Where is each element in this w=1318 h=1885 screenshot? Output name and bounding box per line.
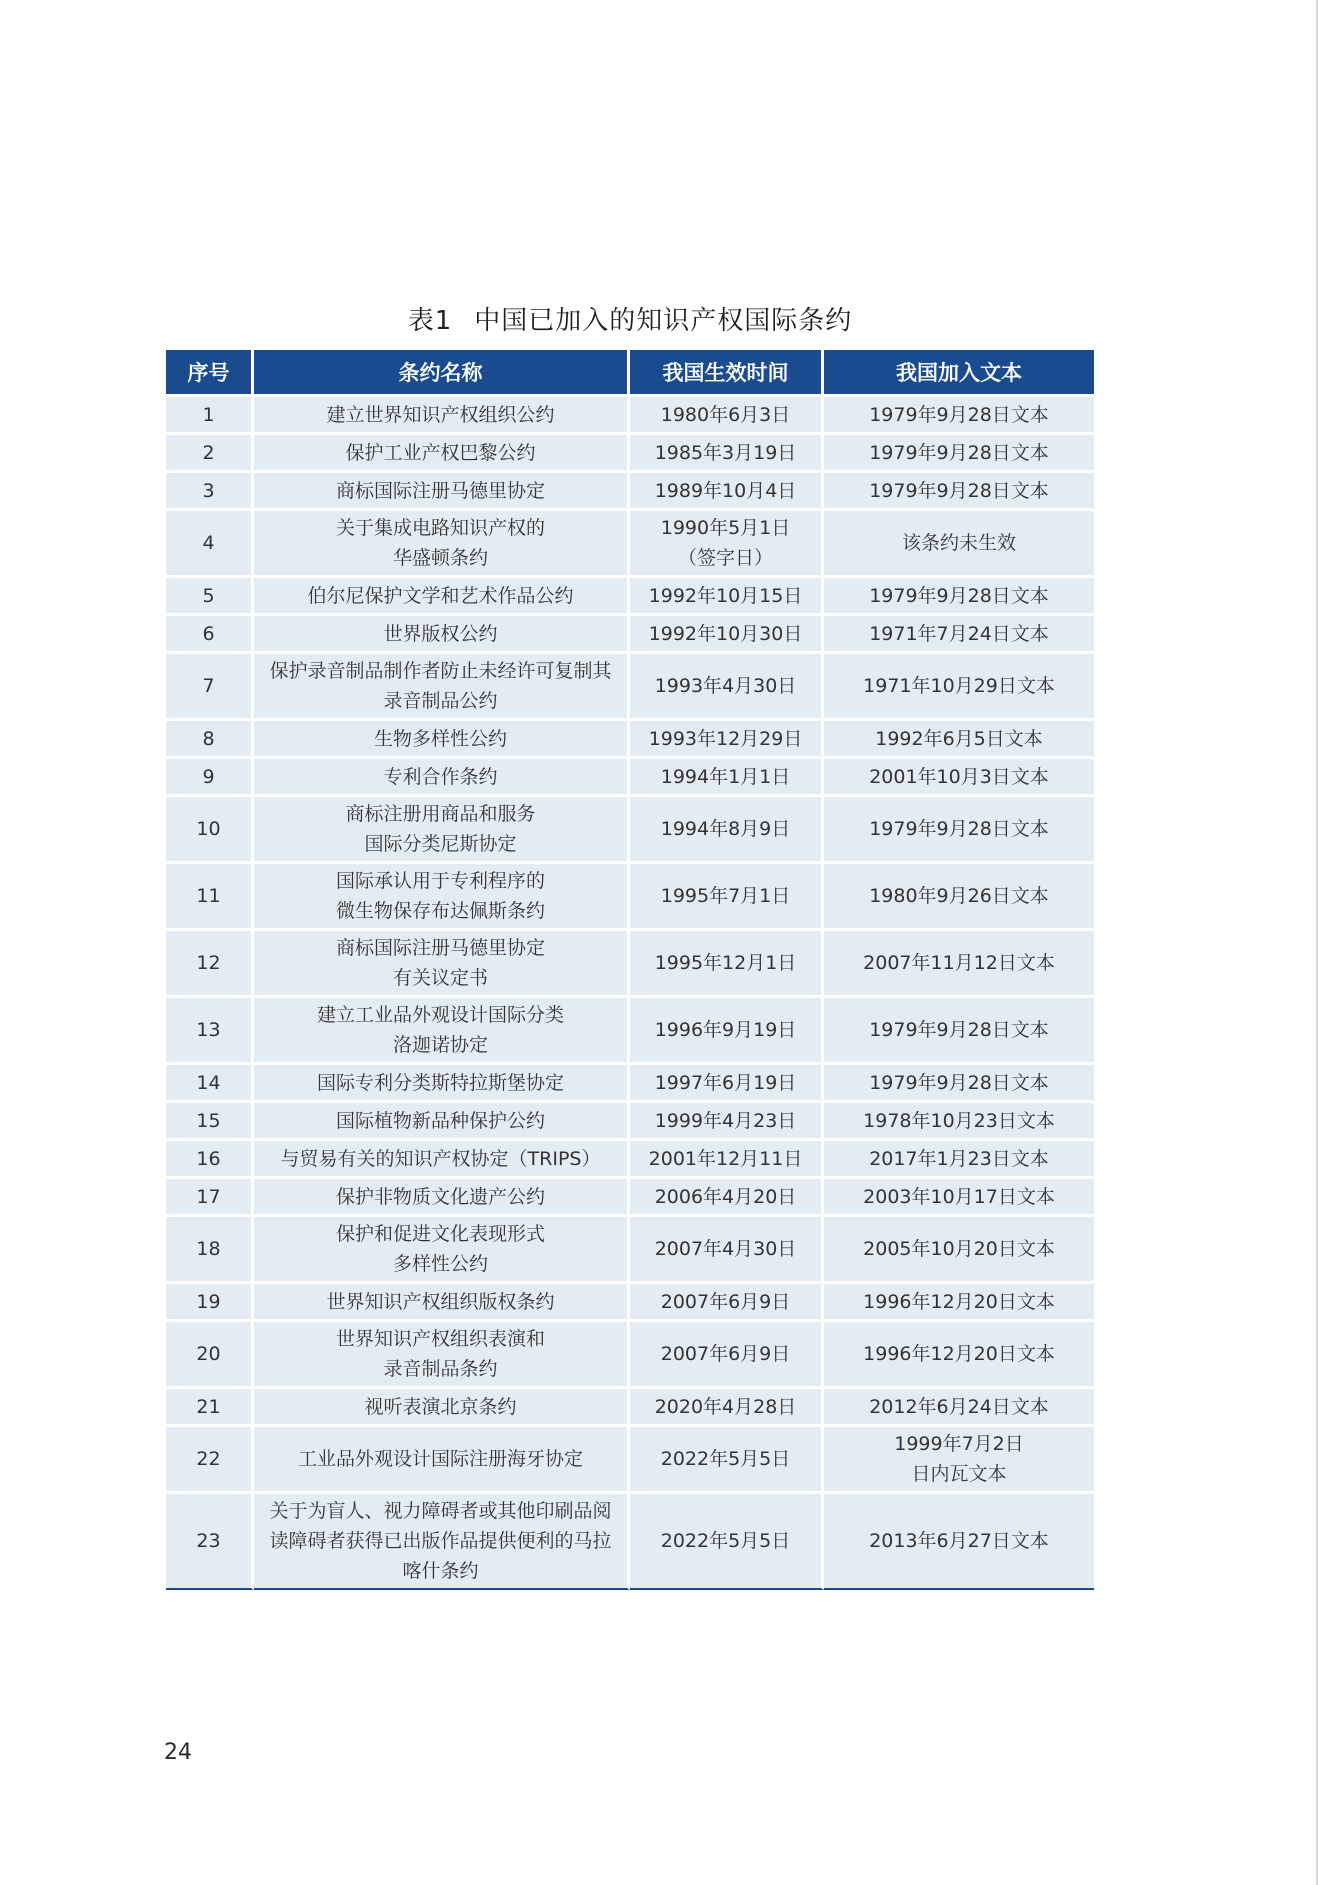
cell-accession-text — [824, 1214, 1094, 1281]
cell-accession-text — [824, 1176, 1094, 1214]
cell-accession-text-line: 2012年6月24日文本 — [869, 1395, 1049, 1418]
cell-treaty-name-line: 保护非物质文化遗产公约 — [335, 1185, 545, 1208]
cell-treaty-name-line: 建立工业品外观设计国际分类 — [316, 1004, 564, 1026]
cell-accession-text — [824, 432, 1094, 470]
cell-accession-text-line: 1979年9月28日文本 — [869, 818, 1049, 840]
table-row — [166, 613, 1094, 651]
cell-effective-date-line: 1993年12月29日 — [648, 727, 803, 750]
cell-effective-date — [630, 1176, 824, 1214]
cell-accession-text — [824, 1319, 1094, 1386]
table-row — [166, 1491, 1094, 1590]
cell-index: 11 — [166, 861, 254, 928]
cell-treaty-name-line: 保护工业产权巴黎公约 — [345, 441, 536, 464]
cell-index: 20 — [166, 1319, 254, 1386]
cell-accession-text-line: 1971年10月29日文本 — [863, 675, 1055, 697]
cell-index: 12 — [166, 928, 254, 995]
table-caption — [166, 300, 1094, 337]
cell-treaty-name-line: 有关议定书 — [392, 967, 488, 989]
cell-treaty-name-line: 商标国际注册马德里协定 — [335, 479, 545, 502]
cell-effective-date-line: 1994年8月9日 — [660, 818, 791, 840]
cell-accession-text — [824, 794, 1094, 861]
cell-treaty-name — [254, 1281, 630, 1319]
cell-treaty-name-line: 专利合作条约 — [383, 765, 498, 788]
table-row — [166, 928, 1094, 995]
cell-accession-text-line: 1971年7月24日文本 — [869, 622, 1049, 645]
cell-accession-text-line: 2007年11月12日文本 — [863, 952, 1055, 974]
cell-effective-date — [630, 1062, 824, 1100]
cell-effective-date — [630, 508, 824, 575]
page-number: 24 — [164, 1740, 192, 1765]
cell-treaty-name — [254, 1100, 630, 1138]
cell-treaty-name-line: 喀什条约 — [402, 1560, 479, 1582]
cell-treaty-name — [254, 718, 630, 756]
cell-accession-text-line: 1979年9月28日文本 — [869, 584, 1049, 607]
cell-treaty-name-line: 生物多样性公约 — [373, 727, 507, 750]
cell-treaty-name — [254, 1138, 630, 1176]
cell-treaty-name — [254, 1214, 630, 1281]
cell-index: 10 — [166, 794, 254, 861]
cell-accession-text — [824, 718, 1094, 756]
cell-effective-date-line: 1999年4月23日 — [654, 1109, 797, 1132]
table-row — [166, 1281, 1094, 1319]
cell-accession-text — [824, 1424, 1094, 1491]
cell-accession-text-line: 1996年12月20日文本 — [863, 1290, 1055, 1313]
cell-accession-text — [824, 1281, 1094, 1319]
cell-effective-date-line: 1985年3月19日 — [654, 441, 797, 464]
cell-treaty-name-line: 建立世界知识产权组织公约 — [326, 403, 555, 426]
cell-accession-text-line: 1996年12月20日文本 — [863, 1343, 1055, 1365]
cell-accession-text — [824, 1386, 1094, 1424]
cell-index: 3 — [166, 470, 254, 508]
cell-accession-text — [824, 861, 1094, 928]
cell-effective-date — [630, 861, 824, 928]
cell-accession-text — [824, 1491, 1094, 1590]
cell-index: 13 — [166, 995, 254, 1062]
cell-treaty-name — [254, 470, 630, 508]
cell-index: 19 — [166, 1281, 254, 1319]
cell-accession-text-line: 2001年10月3日文本 — [869, 765, 1049, 788]
cell-accession-text — [824, 613, 1094, 651]
cell-index: 16 — [166, 1138, 254, 1176]
cell-treaty-name — [254, 1386, 630, 1424]
cell-effective-date — [630, 995, 824, 1062]
cell-effective-date-line: 2007年4月30日 — [654, 1238, 797, 1260]
cell-accession-text-line: 1980年9月26日文本 — [869, 885, 1049, 907]
cell-accession-text — [824, 394, 1094, 432]
cell-treaty-name-line: 录音制品条约 — [383, 1358, 498, 1380]
caption-title: 中国已加入的知识产权国际条约 — [474, 306, 853, 336]
cell-treaty-name-line: 关于为盲人、视力障碍者或其他印刷品阅 — [269, 1500, 612, 1522]
cell-effective-date — [630, 928, 824, 995]
table-row — [166, 756, 1094, 794]
cell-accession-text-line: 该条约未生效 — [901, 532, 1016, 554]
table-body — [166, 394, 1094, 1590]
cell-treaty-name-line: 国际专利分类斯特拉斯堡协定 — [316, 1071, 564, 1094]
cell-index: 2 — [166, 432, 254, 470]
cell-treaty-name-line: 伯尔尼保护文学和艺术作品公约 — [307, 584, 574, 607]
table-row — [166, 575, 1094, 613]
cell-effective-date — [630, 1319, 824, 1386]
caption-label: 表1 — [407, 306, 453, 336]
table-row — [166, 432, 1094, 470]
table-row — [166, 1176, 1094, 1214]
cell-treaty-name-line: 商标国际注册马德里协定 — [335, 937, 545, 959]
cell-effective-date-line: 2007年6月9日 — [660, 1343, 791, 1365]
cell-effective-date-line: 1994年1月1日 — [660, 765, 791, 788]
cell-effective-date-line: （签字日） — [677, 547, 773, 569]
table-row — [166, 1386, 1094, 1424]
cell-index: 1 — [166, 394, 254, 432]
cell-accession-text — [824, 651, 1094, 718]
cell-effective-date — [630, 1214, 824, 1281]
cell-index: 15 — [166, 1100, 254, 1138]
cell-accession-text — [824, 1138, 1094, 1176]
cell-accession-text-line: 2003年10月17日文本 — [863, 1185, 1055, 1208]
cell-treaty-name — [254, 928, 630, 995]
table-row — [166, 1100, 1094, 1138]
cell-index: 8 — [166, 718, 254, 756]
cell-treaty-name — [254, 1176, 630, 1214]
cell-effective-date — [630, 1100, 824, 1138]
cell-treaty-name-line: 录音制品公约 — [383, 690, 498, 712]
cell-accession-text-line: 1978年10月23日文本 — [863, 1109, 1055, 1132]
cell-treaty-name — [254, 756, 630, 794]
cell-treaty-name — [254, 861, 630, 928]
cell-treaty-name — [254, 432, 630, 470]
cell-treaty-name-line: 国际植物新品种保护公约 — [335, 1109, 545, 1132]
cell-effective-date — [630, 794, 824, 861]
cell-index: 7 — [166, 651, 254, 718]
cell-accession-text — [824, 928, 1094, 995]
table-row — [166, 1062, 1094, 1100]
cell-effective-date-line: 2020年4月28日 — [654, 1395, 797, 1418]
cell-treaty-name-line: 与贸易有关的知识产权协定（TRIPS） — [280, 1147, 601, 1170]
cell-effective-date — [630, 394, 824, 432]
cell-treaty-name-line: 保护和促进文化表现形式 — [335, 1223, 545, 1245]
table-row — [166, 394, 1094, 432]
cell-effective-date — [630, 613, 824, 651]
cell-index: 21 — [166, 1386, 254, 1424]
cell-treaty-name-line: 洛迦诺协定 — [392, 1034, 488, 1056]
cell-index: 17 — [166, 1176, 254, 1214]
header-index: 序号 — [166, 350, 254, 394]
cell-effective-date-line: 2022年5月5日 — [660, 1448, 791, 1470]
cell-treaty-name-line: 关于集成电路知识产权的 — [335, 517, 545, 539]
cell-index: 23 — [166, 1491, 254, 1590]
cell-accession-text — [824, 575, 1094, 613]
cell-treaty-name-line: 读障碍者获得已出版作品提供便利的马拉 — [269, 1530, 612, 1552]
header-treaty-name: 条约名称 — [254, 350, 630, 394]
table-row — [166, 508, 1094, 575]
cell-accession-text — [824, 995, 1094, 1062]
table-row — [166, 651, 1094, 718]
cell-treaty-name-line: 国际承认用于专利程序的 — [335, 870, 545, 892]
cell-effective-date — [630, 432, 824, 470]
cell-index: 5 — [166, 575, 254, 613]
cell-accession-text-line: 1979年9月28日文本 — [869, 441, 1049, 464]
cell-index: 18 — [166, 1214, 254, 1281]
cell-effective-date — [630, 470, 824, 508]
cell-effective-date-line: 1997年6月19日 — [654, 1071, 797, 1094]
cell-treaty-name — [254, 613, 630, 651]
cell-effective-date — [630, 1424, 824, 1491]
cell-accession-text — [824, 1062, 1094, 1100]
cell-effective-date-line: 2006年4月20日 — [654, 1185, 797, 1208]
cell-effective-date-line: 1992年10月15日 — [648, 584, 803, 607]
cell-treaty-name — [254, 1491, 630, 1590]
cell-effective-date-line: 1990年5月1日 — [660, 517, 791, 539]
cell-accession-text-line: 1979年9月28日文本 — [869, 1019, 1049, 1041]
cell-treaty-name-line: 工业品外观设计国际注册海牙协定 — [297, 1448, 583, 1470]
cell-accession-text-line: 1979年9月28日文本 — [869, 403, 1049, 426]
header-accession-text: 我国加入文本 — [824, 350, 1094, 394]
cell-accession-text-line: 日内瓦文本 — [911, 1463, 1007, 1485]
cell-effective-date-line: 2001年12月11日 — [648, 1147, 803, 1170]
cell-effective-date — [630, 575, 824, 613]
cell-treaty-name — [254, 651, 630, 718]
table-row — [166, 718, 1094, 756]
cell-accession-text — [824, 508, 1094, 575]
table-row — [166, 470, 1094, 508]
cell-effective-date-line: 1995年7月1日 — [660, 885, 791, 907]
cell-index: 22 — [166, 1424, 254, 1491]
cell-treaty-name-line: 视听表演北京条约 — [364, 1395, 517, 1418]
cell-treaty-name-line: 世界知识产权组织表演和 — [335, 1328, 545, 1350]
cell-treaty-name — [254, 1424, 630, 1491]
cell-effective-date — [630, 1138, 824, 1176]
cell-effective-date-line: 1992年10月30日 — [648, 622, 803, 645]
cell-effective-date-line: 2007年6月9日 — [660, 1290, 791, 1313]
cell-index: 14 — [166, 1062, 254, 1100]
cell-accession-text — [824, 756, 1094, 794]
cell-treaty-name — [254, 1319, 630, 1386]
cell-treaty-name-line: 微生物保存布达佩斯条约 — [335, 900, 545, 922]
cell-effective-date — [630, 1491, 824, 1590]
cell-accession-text-line: 1992年6月5日文本 — [875, 727, 1043, 750]
table-row — [166, 1138, 1094, 1176]
cell-treaty-name — [254, 575, 630, 613]
cell-effective-date — [630, 651, 824, 718]
cell-treaty-name-line: 国际分类尼斯协定 — [364, 833, 517, 855]
cell-accession-text — [824, 1100, 1094, 1138]
cell-treaty-name-line: 世界版权公约 — [383, 622, 498, 645]
cell-index: 6 — [166, 613, 254, 651]
table-row — [166, 1424, 1094, 1491]
cell-treaty-name — [254, 508, 630, 575]
cell-treaty-name-line: 商标注册用商品和服务 — [345, 803, 536, 825]
cell-accession-text — [824, 470, 1094, 508]
cell-effective-date-line: 1996年9月19日 — [654, 1019, 797, 1041]
cell-treaty-name — [254, 1062, 630, 1100]
cell-accession-text-line: 2013年6月27日文本 — [869, 1530, 1049, 1552]
cell-effective-date-line: 1989年10月4日 — [654, 479, 797, 502]
cell-treaty-name — [254, 794, 630, 861]
cell-accession-text-line: 1979年9月28日文本 — [869, 1071, 1049, 1094]
cell-treaty-name-line: 华盛顿条约 — [392, 547, 488, 569]
cell-effective-date-line: 2022年5月5日 — [660, 1530, 791, 1552]
cell-accession-text-line: 2005年10月20日文本 — [863, 1238, 1055, 1260]
cell-effective-date — [630, 756, 824, 794]
cell-treaty-name-line: 世界知识产权组织版权条约 — [326, 1290, 555, 1313]
cell-treaty-name — [254, 995, 630, 1062]
cell-effective-date-line: 1995年12月1日 — [654, 952, 797, 974]
cell-effective-date — [630, 1281, 824, 1319]
treaty-table — [166, 350, 1094, 1590]
cell-effective-date — [630, 1386, 824, 1424]
table-header-row — [166, 350, 1094, 394]
cell-treaty-name-line: 保护录音制品制作者防止未经许可复制其 — [269, 660, 612, 682]
cell-effective-date-line: 1980年6月3日 — [660, 403, 791, 426]
table-row — [166, 1319, 1094, 1386]
cell-accession-text-line: 1979年9月28日文本 — [869, 479, 1049, 502]
cell-index: 4 — [166, 508, 254, 575]
cell-treaty-name-line: 多样性公约 — [392, 1253, 488, 1275]
cell-effective-date-line: 1993年4月30日 — [654, 675, 797, 697]
table-row — [166, 861, 1094, 928]
cell-index: 9 — [166, 756, 254, 794]
table-row — [166, 1214, 1094, 1281]
table-row — [166, 794, 1094, 861]
header-effective-date: 我国生效时间 — [630, 350, 824, 394]
cell-accession-text-line: 2017年1月23日文本 — [869, 1147, 1049, 1170]
cell-accession-text-line: 1999年7月2日 — [894, 1433, 1024, 1455]
cell-effective-date — [630, 718, 824, 756]
cell-treaty-name — [254, 394, 630, 432]
table-row — [166, 995, 1094, 1062]
